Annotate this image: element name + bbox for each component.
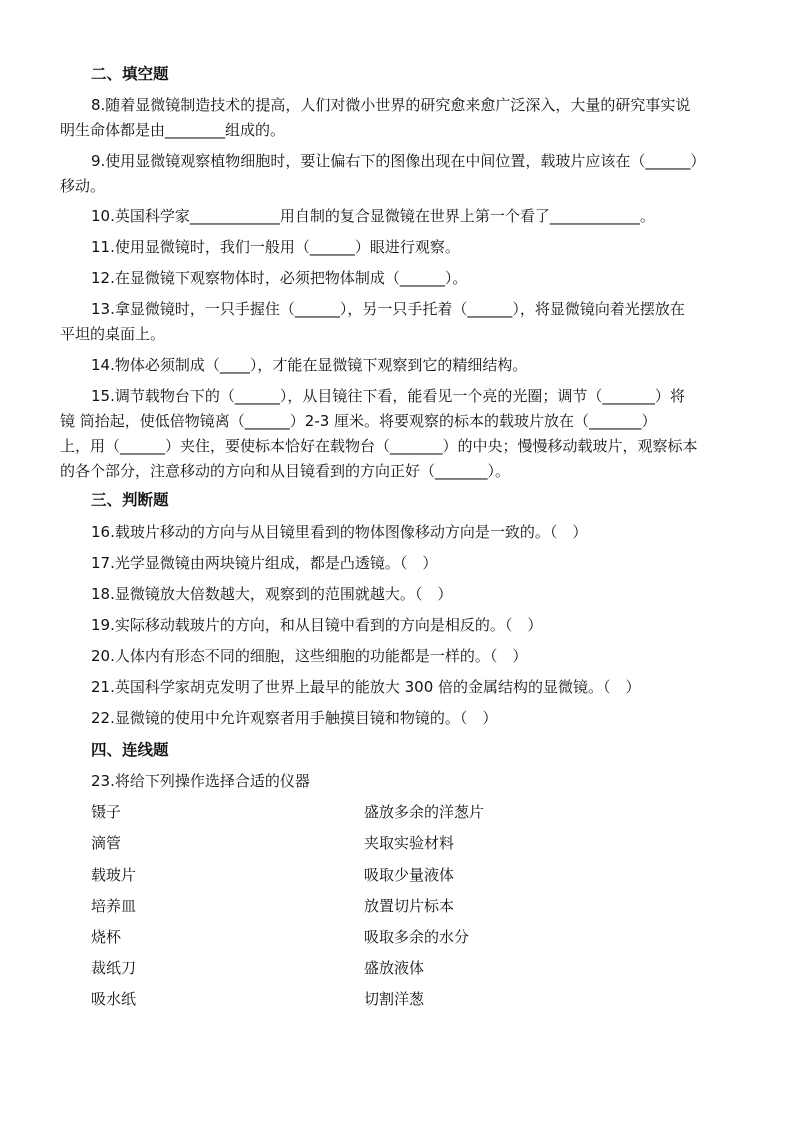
- question-22: 22.显微镜的使用中允许观察者用手触摸目镜和物镜的。（ ）: [91, 709, 498, 727]
- matching-right-item: 放置切片标本: [364, 897, 455, 915]
- question-19: 19.实际移动载玻片的方向，和从目镜中看到的方向是相反的。（ ）: [91, 616, 543, 634]
- matching-left-item: 烧杯: [91, 928, 122, 946]
- question-8-line-2: 明生命体都是由________组成的。: [60, 121, 286, 139]
- question-9-line-1: 9.使用显微镜观察植物细胞时，要让偏右下的图像出现在中间位置，载玻片应该在（______）: [91, 152, 706, 170]
- question-18: 18.显微镜放大倍数越大，观察到的范围就越大。（ ）: [91, 585, 453, 603]
- section-heading-fill-blank: 二、填空题: [91, 65, 169, 83]
- question-9-line-2: 移动。: [60, 177, 106, 195]
- section-heading-true-false: 三、判断题: [91, 491, 169, 509]
- question-15-line-3: 上，用（______）夹住，要使标本恰好在载物台（_______）的中央；慢慢移动载玻片，观察标本: [60, 437, 698, 455]
- matching-left-item: 滴管: [91, 834, 122, 852]
- matching-right-item: 夹取实验材料: [364, 834, 455, 852]
- question-23: 23.将给下列操作选择合适的仪器: [91, 772, 310, 790]
- question-10: 10.英国科学家____________用自制的复合显微镜在世界上第一个看了____________。: [91, 207, 655, 225]
- question-17: 17.光学显微镜由两块镜片组成，都是凸透镜。（ ）: [91, 554, 438, 572]
- section-heading-matching: 四、连线题: [91, 741, 169, 759]
- question-20: 20.人体内有形态不同的细胞，这些细胞的功能都是一样的。（ ）: [91, 647, 528, 665]
- matching-right-item: 盛放液体: [364, 959, 425, 977]
- question-15-line-4: 的各个部分，注意移动的方向和从目镜看到的方向正好（_______）。: [60, 462, 511, 480]
- matching-left-item: 载玻片: [91, 866, 137, 884]
- matching-left-item: 镊子: [91, 803, 122, 821]
- question-8-line-1: 8.随着显微镜制造技术的提高，人们对微小世界的研究愈来愈广泛深入，大量的研究事实说: [91, 96, 691, 114]
- question-16: 16.载玻片移动的方向与从目镜里看到的物体图像移动方向是一致的。（ ）: [91, 523, 588, 541]
- matching-right-item: 盛放多余的洋葱片: [364, 803, 485, 821]
- matching-right-item: 吸取少量液体: [364, 866, 455, 884]
- question-12: 12.在显微镜下观察物体时，必须把物体制成（______）。: [91, 269, 468, 287]
- question-14: 14.物体必须制成（____），才能在显微镜下观察到它的精细结构。: [91, 356, 528, 374]
- question-11: 11.使用显微镜时，我们一般用（______）眼进行观察。: [91, 238, 460, 256]
- question-13-line-2: 平坦的桌面上。: [60, 325, 166, 343]
- question-15-line-1: 15.调节载物台下的（______），从目镜往下看，能看见一个亮的光圈；调节（_______）将: [91, 387, 685, 405]
- matching-left-item: 吸水纸: [91, 990, 137, 1008]
- matching-left-item: 培养皿: [91, 897, 137, 915]
- matching-left-item: 裁纸刀: [91, 959, 137, 977]
- question-21: 21.英国科学家胡克发明了世界上最早的能放大 300 倍的金属结构的显微镜。（ ）: [91, 678, 641, 696]
- question-15-line-2: 镜 筒抬起，使低倍物镜离（______）2-3 厘米。将要观察的标本的载玻片放在（_______）: [60, 412, 657, 430]
- question-13-line-1: 13.拿显微镜时，一只手握住（______），另一只手托着（______），将显微镜向着光摆放在: [91, 300, 685, 318]
- matching-right-item: 吸取多余的水分: [364, 928, 470, 946]
- matching-right-item: 切割洋葱: [364, 990, 425, 1008]
